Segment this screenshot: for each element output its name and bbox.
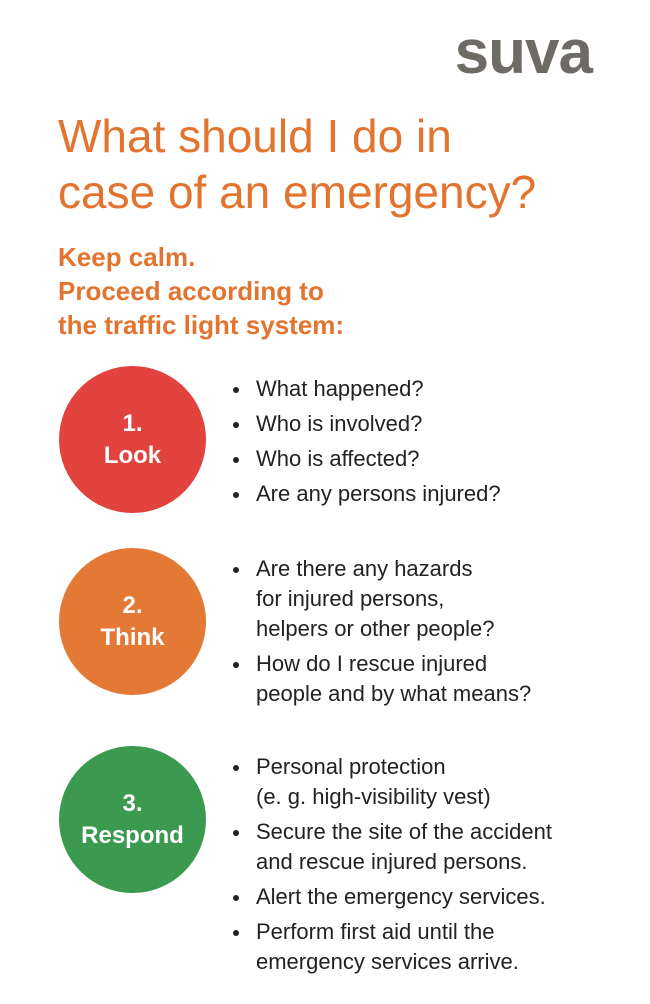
list-item	[228, 444, 501, 474]
item-line: What happened?	[256, 376, 424, 401]
item-line: Secure the site of the accident	[256, 819, 552, 844]
list-item	[228, 649, 531, 709]
title-line: What should I do in	[58, 110, 452, 162]
step-circle-look	[59, 366, 206, 513]
page-title	[58, 108, 638, 220]
list-item	[228, 374, 501, 404]
list-item	[228, 917, 552, 977]
step-items	[228, 752, 552, 982]
item-line: Who is affected?	[256, 446, 420, 471]
list-item	[228, 817, 552, 877]
step-label: Respond	[81, 821, 184, 849]
item-line: Alert the emergency services.	[256, 884, 546, 909]
item-line: How do I rescue injured	[256, 651, 488, 676]
intro-line: Proceed according to	[58, 276, 324, 306]
item-line: and rescue injured persons.	[256, 849, 528, 874]
list-item	[228, 479, 501, 509]
intro-line: the traffic light system:	[58, 310, 345, 340]
step-number: 1.	[122, 409, 143, 437]
list-item	[228, 752, 552, 812]
item-line: people and by what means?	[256, 681, 532, 706]
suva-logo: suva	[454, 18, 592, 87]
item-line: Are there any hazards	[256, 556, 473, 581]
step-number: 3.	[122, 789, 143, 817]
item-line: Are any persons injured?	[256, 481, 501, 506]
list-item	[228, 882, 552, 912]
list-item	[228, 554, 531, 644]
item-line: emergency services arrive.	[256, 949, 519, 974]
step-circle-think	[59, 548, 206, 695]
step-number: 2.	[122, 591, 143, 619]
step-items	[228, 374, 501, 514]
item-line: Perform first aid until the	[256, 919, 495, 944]
intro-line: Keep calm.	[58, 242, 196, 272]
item-line: (e. g. high-visibility vest)	[256, 784, 491, 809]
item-line: Who is involved?	[256, 411, 423, 436]
step-label: Think	[100, 623, 165, 651]
step-circle-respond	[59, 746, 206, 893]
list-item	[228, 409, 501, 439]
step-items	[228, 554, 531, 714]
item-line: for injured persons,	[256, 586, 445, 611]
item-line: Personal protection	[256, 754, 446, 779]
title-line: case of an emergency?	[58, 166, 537, 218]
step-label: Look	[103, 441, 162, 469]
item-line: helpers or other people?	[256, 616, 495, 641]
intro-text	[58, 240, 344, 342]
